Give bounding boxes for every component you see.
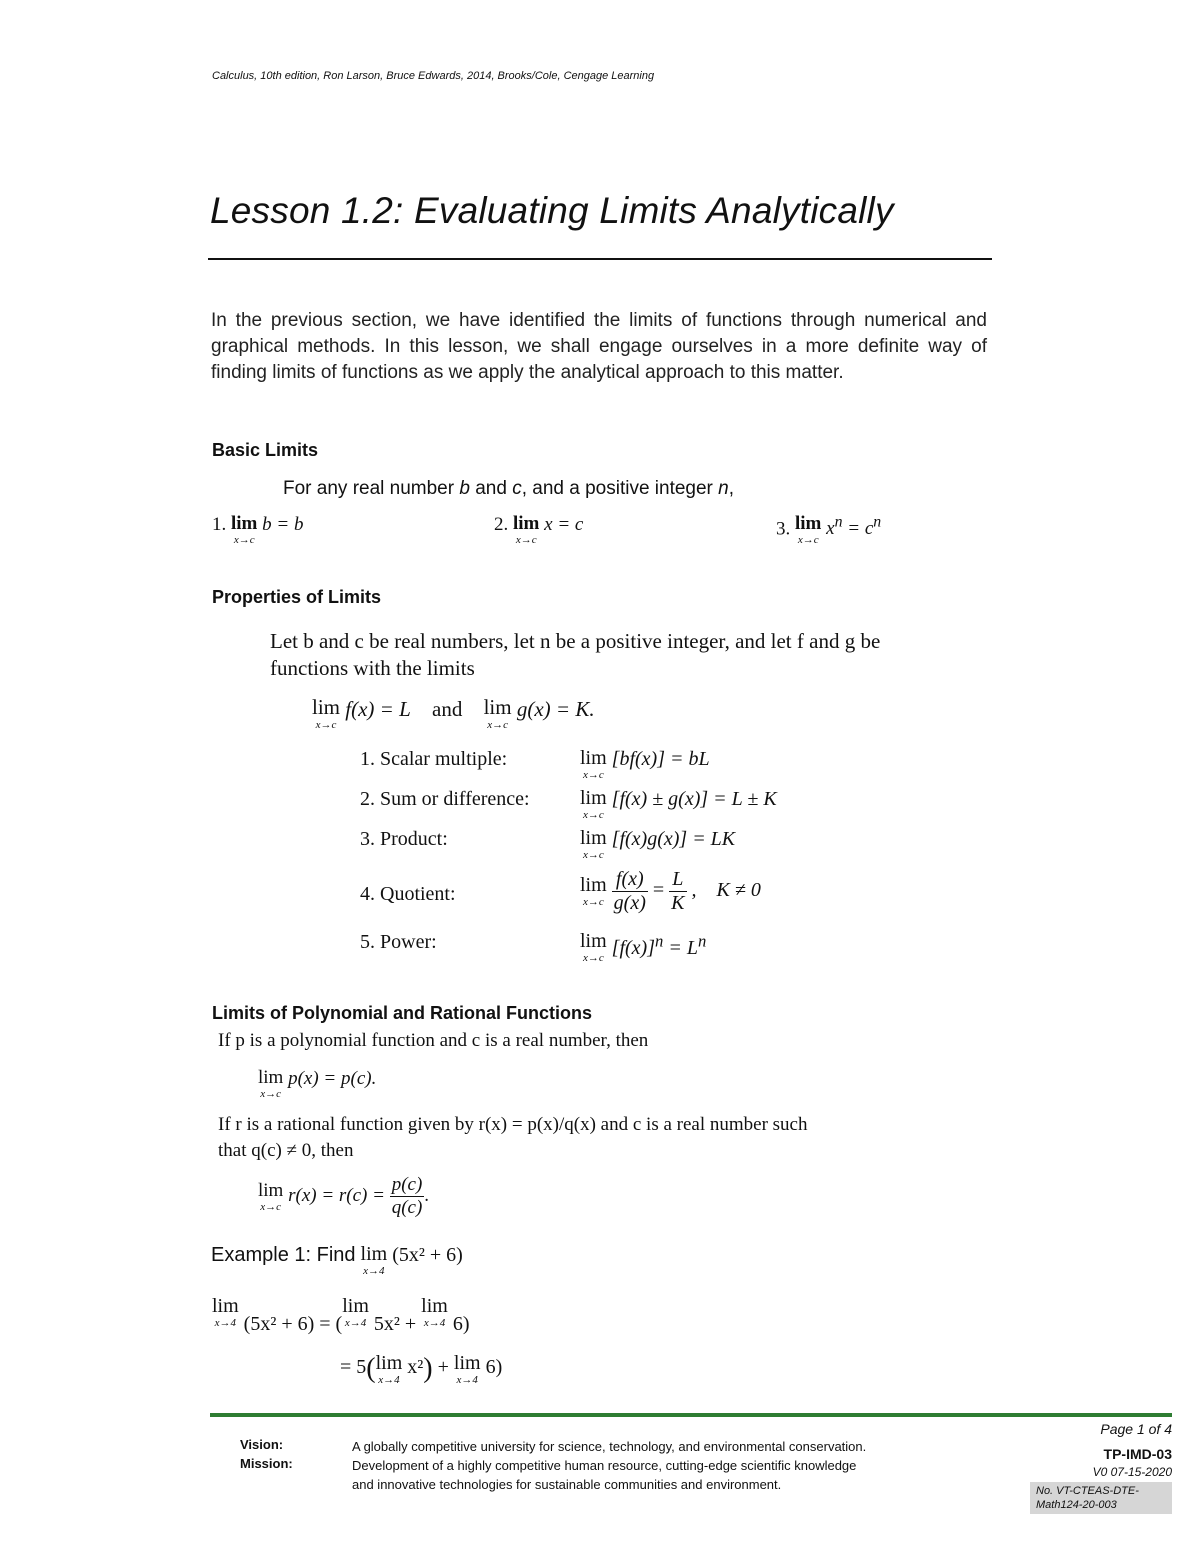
vision-label: Vision: <box>240 1437 284 1452</box>
properties-heading: Properties of Limits <box>212 587 382 607</box>
property-expr-3: lim x→c [f(x)g(x)] = LK <box>580 827 736 861</box>
property-expr-2: lim x→c [f(x) ± g(x)] = L ± K <box>580 787 777 821</box>
example-step-1: lim x→4 (5x² + 6) = ( lim x→4 5x² + lim x→4 6) <box>212 1295 470 1335</box>
lesson-title: Lesson 1.2: Evaluating Limits Analytically <box>210 190 894 231</box>
title-divider <box>208 258 992 260</box>
lim-operator: lim x→c <box>312 695 341 731</box>
mission-label: Mission: <box>240 1456 293 1471</box>
header-citation: Calculus, 10th edition, Ron Larson, Bruce Edwards, 2014, Brooks/Cole, Cengage Learning <box>212 70 655 82</box>
basic-limit-3: 3. lim x→c $x^n = c^n$ <box>776 513 882 546</box>
polynomial-limit: lim x→c p(x) = p(c). <box>258 1067 377 1100</box>
property-label-3: 3. Product: <box>360 828 448 850</box>
lim-operator: lim x→c <box>795 513 822 546</box>
property-label-4: 4. Quotient: <box>360 883 456 905</box>
property-label-2: 2. Sum or difference: <box>360 788 530 810</box>
basic-limits-statement: For any real number b and c, and a positive integer n, <box>283 478 735 499</box>
document-version: V0 07-15-2020 <box>1092 1465 1172 1479</box>
property-expr-1: lim x→c [bf(x)] = bL <box>580 747 710 781</box>
property-label-1: 1. Scalar multiple: <box>360 748 508 770</box>
example-title: Example 1: Find lim x→4 (5x² + 6) <box>211 1243 463 1277</box>
polynomial-heading: Limits of Polynomial and Rational Functions <box>212 1003 593 1023</box>
rational-limit: lim x→c r(x) = r(c) = $\frac{p(c)}{q(c)}$ . <box>258 1174 430 1218</box>
intro-paragraph: In the previous section, we have identified the limits of functions through numerical and graphical methods. In this lesson, we shall engage ourselves in a more definite way of finding limits of functions as we apply the analytical approach to this matter. <box>211 310 987 383</box>
document-number-box: No. VT-CTEAS-DTE- Math124-20-003 <box>1030 1482 1172 1514</box>
footer-divider <box>210 1413 1172 1417</box>
property-expr-4: lim x→c $\frac{f(x)}{g(x)}$ = $\frac{L}{K}$ , K ≠ 0 <box>580 868 761 914</box>
property-label-5: 5. Power: <box>360 931 437 953</box>
lim-operator: lim x→c <box>483 695 512 731</box>
document-code: TP-IMD-03 <box>1103 1446 1172 1462</box>
footer-statements: A globally competitive university for science, technology, and environmental conservation. Development of a highly competitive human resource, cutting-edge scientific knowledge and innovative technologies for sustainable communities and environment. <box>352 1439 867 1492</box>
basic-limits-heading: Basic Limits <box>212 440 319 460</box>
lim-operator: lim x→c <box>513 513 540 546</box>
page-number: Page 1 of 4 <box>1100 1421 1172 1437</box>
lim-operator: lim x→c <box>231 513 258 546</box>
basic-limit-2: 2. lim x→c x = c <box>494 513 584 546</box>
rational-statement: If r is a rational function given by r(x) = p(x)/q(x) and c is a real number such that q(c) ≠ 0, then <box>218 1114 808 1161</box>
property-expr-5: lim x→c $[f(x)]^n = L^n$ <box>580 930 707 964</box>
example-step-2: = 5( lim x→4 x²) + lim x→4 6) <box>340 1352 503 1386</box>
properties-intro: Let b and c be real numbers, let n be a positive integer, and let f and g be functions with the limits <box>270 629 881 680</box>
polynomial-statement: If p is a polynomial function and c is a real number, then <box>218 1030 649 1051</box>
footer-page-info <box>1030 1419 1172 1479</box>
basic-limit-1: 1. lim x→c b = b <box>212 513 304 546</box>
properties-given: lim x→c f(x) = L and lim x→c g(x) = K. <box>312 695 595 731</box>
